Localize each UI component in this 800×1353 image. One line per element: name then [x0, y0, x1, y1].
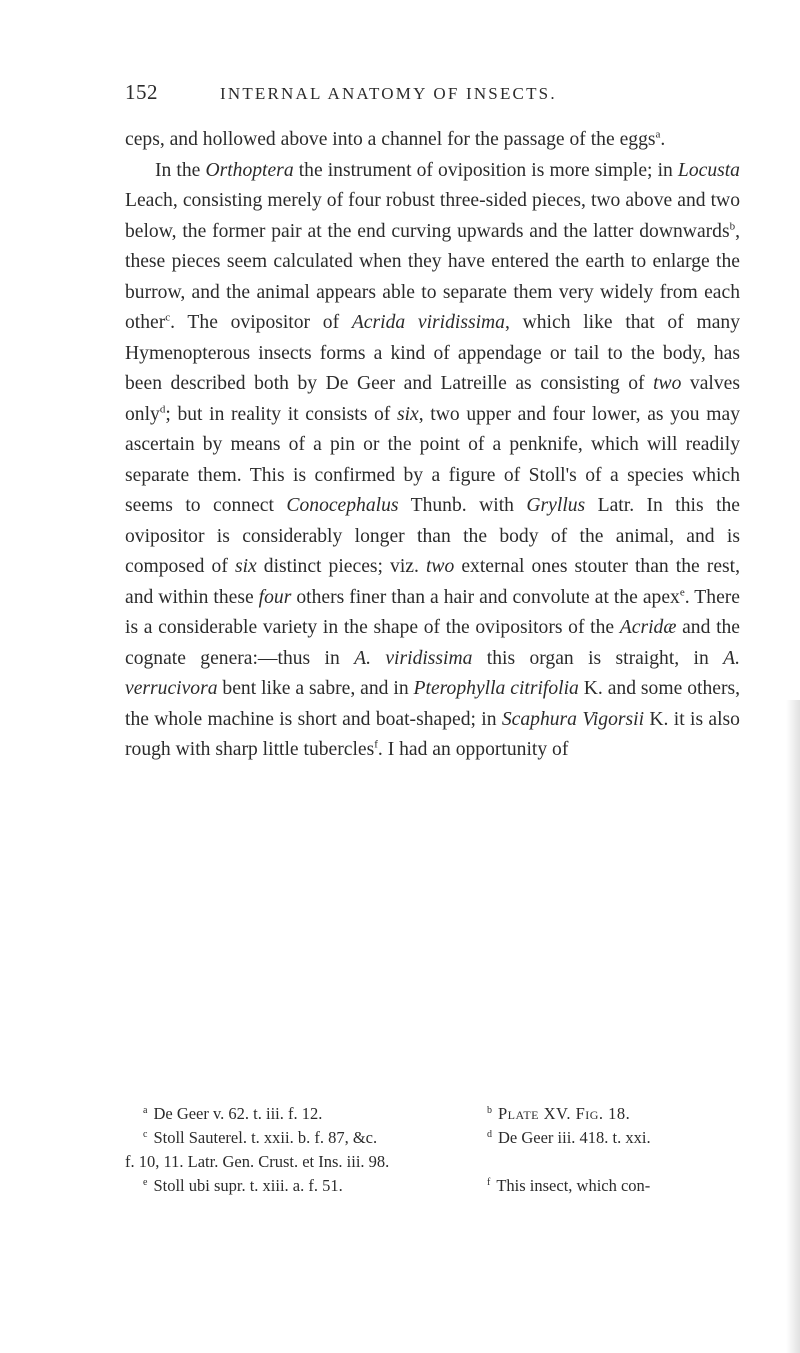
footnotes: [125, 1102, 740, 1198]
footnote-ref: b: [729, 219, 736, 232]
footnote-row: [125, 1126, 740, 1150]
taxon-name: Conocephalus: [286, 495, 399, 516]
footnote-f: $^f$ This insect, which con-: [487, 1176, 651, 1195]
page-number: 152: [125, 80, 158, 104]
taxon-name: A. viridissima: [354, 647, 473, 669]
taxon-name: Acridæ: [619, 617, 677, 638]
footnote-c: $^c$ Stoll Sauterel. t. xxii. b. f. 87, &c.: [143, 1128, 378, 1147]
footnote-ref: c: [165, 311, 171, 324]
paragraph: ceps, and hollowed above into a channel for the passage of the eggs$^a$.: [125, 128, 666, 150]
footnote-ref: f: [374, 738, 378, 751]
footnote-a: $^a$ De Geer v. 62. t. iii. f. 12.: [143, 1104, 323, 1123]
taxon-name: Orthoptera: [205, 159, 294, 181]
footnote-d: $^d$ De Geer iii. 418. t. xxi.: [487, 1128, 651, 1147]
page-header: [125, 80, 740, 110]
taxon-name: Locusta: [677, 159, 740, 181]
footnote-ref: e: [679, 585, 685, 598]
footnote-continuation: f. 10, 11. Latr. Gen. Crust. et Ins. iii. 98.: [125, 1152, 390, 1171]
footnote-e: $^e$ Stoll ubi supr. t. xiii. a. f. 51.: [143, 1176, 343, 1195]
footnote-row: [125, 1174, 740, 1198]
taxon-name: Scaphura Vigorsii: [501, 708, 645, 730]
page-edge-shadow: [786, 700, 800, 1353]
taxon-name: Acrida viridissima: [351, 312, 505, 333]
body-text: [125, 125, 740, 766]
taxon-name: Gryllus: [526, 495, 586, 516]
running-head: INTERNAL ANATOMY OF INSECTS.: [220, 84, 557, 103]
taxon-name: Pterophylla citrifolia: [413, 678, 579, 699]
taxon-name: A. verrucivora: [125, 647, 740, 699]
footnote-ref: d: [159, 402, 166, 415]
footnote-b: $^b$ Plate XV. Fig. 18.: [487, 1104, 631, 1123]
footnote-ref: a: [655, 128, 661, 141]
footnote-row: [125, 1150, 740, 1174]
footnote-row: [125, 1102, 740, 1126]
paragraph: In the Orthoptera the instrument of oviposition is more simple; in Locusta Leach, consisting merely of four robust three-sided pieces, two above and two below, the former pair at the end curving upwards and the latter downwards$^b$, these pieces seem calculated when they have entered the earth to enlarge the burrow, and the animal appears able to separate them very widely from each other$^c$. The ovipositor of Acrida viridissima, which like that of many Hymenopterous insects forms a kind of appendage or tail to the body, has been described both by De Geer and Latreille as consisting of two valves only$^d$; but in reality it consists of six, two upper and four lower, as you may ascertain by means of a pin or the point of a penknife, which will readily separate them. This is confirmed by a figure of Stoll's of a species which seems to connect Conocephalus Thunb. with Gryllus Latr. In this the ovipositor is considerably longer than the body of the animal, and is composed of six distinct pieces; viz. two external ones stouter than the rest, and within these four others finer than a hair and convolute at the apex$^e$. There is a considerable variety in the shape of the ovipositors of the Acridæ and the cognate genera:—thus in A. viridissima this organ is straight, in A. verrucivora bent like a sabre, and in Pterophylla citrifolia K. and some others, the whole machine is short and boat-shaped; in Scaphura Vigorsii K. it is also rough with sharp little tubercles$^f$. I had an opportunity of: [125, 159, 741, 760]
